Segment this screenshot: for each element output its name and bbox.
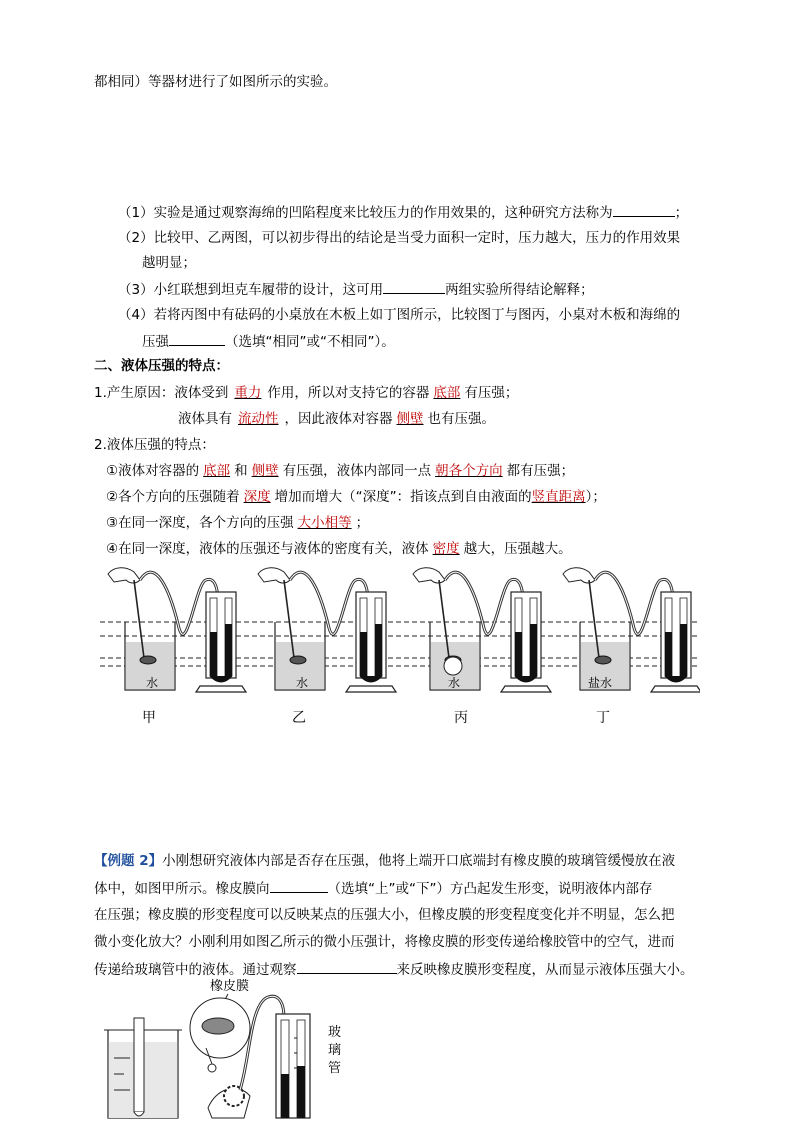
answer-f2-depth: 深度 [243, 489, 271, 505]
example2-line-1: 【例题 2】小刚想研究液体内部是否存在压强，他将上端开口底端封有橡皮膜的玻璃管缓慢放在液 [94, 853, 676, 869]
blank-1 [613, 202, 675, 217]
answer-side-wall: 侧壁 [396, 411, 424, 427]
feature-2: ②各个方向的压强随着 深度 增加而增大（“深度”：指该点到自由液面的竖直距离）； [106, 489, 606, 505]
membrane-label: 橡皮膜 [210, 979, 250, 994]
question-1: （1）实验是通过观察海绵的凹陷程度来比较压力的作用效果的，这种研究方法称为 ； [118, 202, 688, 223]
blank-3 [383, 279, 445, 294]
setup-ding [563, 568, 700, 692]
answer-gravity: 重力 [234, 385, 262, 401]
answer-f1-wall: 侧壁 [251, 463, 279, 479]
setup-bing [413, 568, 551, 692]
micro-pressure-figure [100, 978, 400, 1123]
pressure-gauge-figure [100, 562, 700, 732]
answer-f1-bottom: 底部 [203, 463, 231, 479]
question-4-cont: 压强 （选填“相同”或“不相同”）。 [142, 331, 395, 352]
answer-f3-equal: 大小相等 [297, 515, 352, 531]
example2-line-4: 微小变化放大？小刚利用如图乙所示的微小压强计，将橡皮膜的形变传递给橡胶管中的空气，进而 [94, 934, 675, 950]
liquid-label-2: 水 [296, 676, 309, 690]
liquid-label-1: 水 [146, 676, 159, 690]
blank-4 [169, 331, 225, 346]
caption-yi: 乙 [292, 710, 306, 726]
tube-label-2: 璃 [328, 1043, 342, 1058]
cause-line-1: 1.产生原因：液体受到 重力 作用，所以对支持它的容器 底部 有压强； [94, 385, 519, 401]
feature-3: ③在同一深度，各个方向的压强 大小相等 ； [106, 515, 370, 531]
features-title: 2.液体压强的特点： [94, 437, 215, 453]
feature-4: ④在同一深度，液体的压强还与液体的密度有关，液体 密度 越大，压强越大。 [106, 541, 572, 557]
tube-label-3: 管 [328, 1061, 342, 1076]
caption-jia: 甲 [142, 710, 156, 726]
question-2: （2）比较甲、乙两图，可以初步得出的结论是当受力面积一定时，压力越大，压力的作用效果 [118, 230, 681, 246]
intro-text: 都相同）等器材进行了如图所示的实验。 [94, 74, 337, 90]
blank-observe [297, 959, 397, 974]
example2-line-3: 在压强；橡皮膜的形变程度可以反映某点的压强大小，但橡皮膜的形变程度变化并不明显，怎么把 [94, 907, 675, 923]
setup-jia [108, 568, 246, 692]
question-3: （3）小红联想到坦克车履带的设计，这可用 两组实验所得结论解释； [118, 279, 594, 300]
answer-f2-vertical: 竖直距离 [531, 489, 586, 505]
example2-line-2: 体中，如图甲所示。橡皮膜向 （选填“上”或“下”）方凸起发生形变，说明液体内部存 [94, 878, 652, 899]
answer-bottom: 底部 [433, 385, 461, 401]
liquid-label-4: 盐水 [588, 676, 613, 690]
tube-label-1: 玻 [328, 1025, 342, 1040]
blank-direction [270, 878, 328, 893]
feature-1: ①液体对容器的 底部 和 侧壁 有压强，液体内部同一点 朝各个方向 都有压强； [106, 463, 575, 479]
answer-f1-directions: 朝各个方向 [435, 463, 503, 479]
cause-line-2: 液体具有 流动性 ，因此液体对容器 侧壁 也有压强。 [178, 411, 495, 427]
section-heading: 二、液体压强的特点： [94, 358, 229, 374]
caption-bing: 丙 [454, 710, 468, 726]
example2-line-5: 传递给玻璃管中的液体。通过观察 来反映橡皮膜形变程度，从而显示液体压强大小。 [94, 959, 694, 980]
example-tag: 【例题 2】 [94, 853, 163, 869]
setup-yi [258, 568, 396, 692]
liquid-label-3: 水 [448, 676, 461, 690]
question-4: （4）若将丙图中有砝码的小桌放在木板上如丁图所示，比较图丁与图丙，小桌对木板和海绵的 [118, 307, 681, 323]
caption-ding: 丁 [596, 710, 610, 726]
answer-f4-density: 密度 [432, 541, 460, 557]
question-2-cont: 越明显； [142, 255, 196, 271]
answer-fluidity: 流动性 [238, 411, 279, 427]
